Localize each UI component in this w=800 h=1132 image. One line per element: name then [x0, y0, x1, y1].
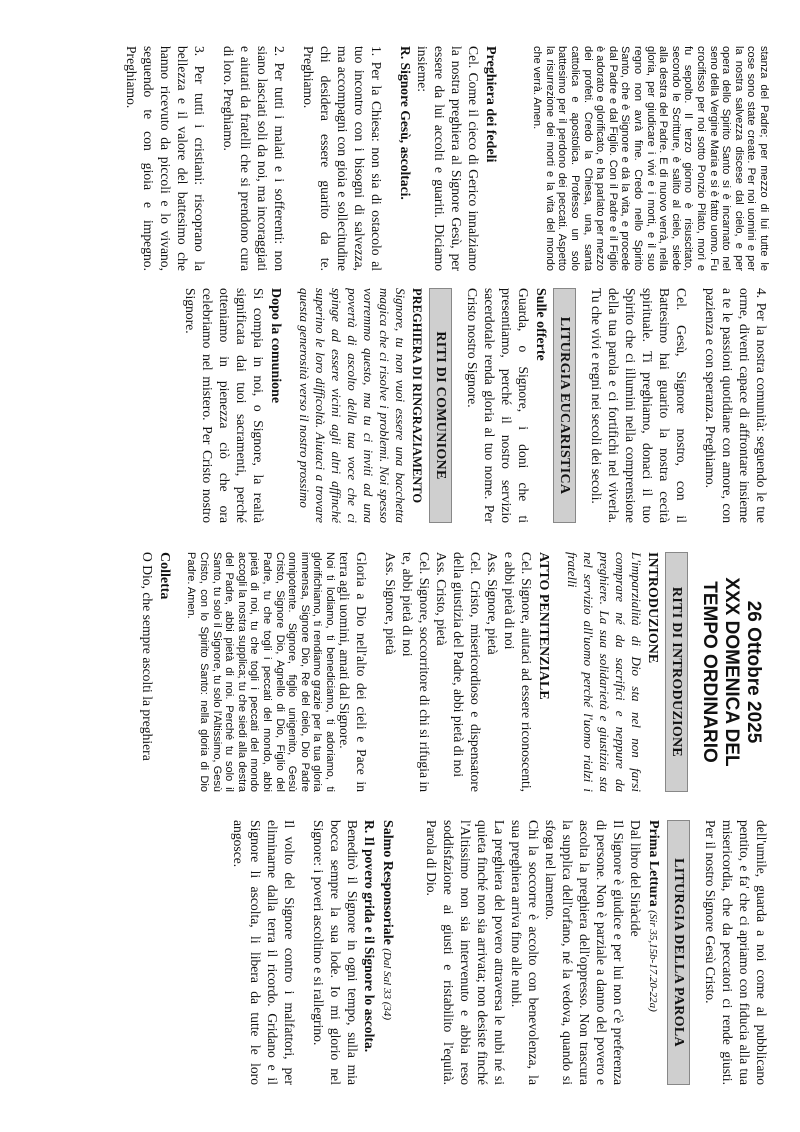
salmo-heading-line	[378, 820, 397, 1085]
lettura-reference: (Sir 35,15b-17.20-22a)	[647, 910, 659, 1012]
section-bar-parola: LITURGIA DELLA PAROLA	[667, 820, 690, 1085]
salmo-verse-2: Il volto del Signore contro i malfattori, per eliminarne dalla terra il ricordo. Gridano e il Signore li ascolta, li libera da tutte le loro angosce.	[231, 820, 297, 1085]
salmo-heading: Salmo Responsoriale	[380, 820, 395, 945]
atto-2: Cel. Cristo, misericordioso e dispensatore della giustizia del Padre, abbi pietà di noi	[451, 552, 483, 792]
title-line-3: TEMPO ORDINARIO	[699, 581, 720, 763]
dopo-heading: Dopo la comunione	[268, 288, 283, 404]
colletta-text: O Dio, che sempre ascolti la preghiera	[139, 552, 155, 761]
page-title	[698, 552, 764, 792]
lettura-heading-line	[644, 820, 663, 1085]
column-4	[30, 820, 770, 1085]
salmo-response: R. Il povero grida e il Signore lo ascolta.	[362, 820, 377, 1053]
intention-2: 2. Per tutti i malati e i sofferenti: non siano lasciati soli da noi, ma incoraggiati e aiutati da fratelli che si prendono cura di loro. Preghiamo.	[220, 46, 287, 271]
lettura-source: Dal libro del Siràcide	[628, 820, 643, 937]
intention-4: 4. Per la nostra comunità: seguendo le tue orme, diventi capace di affrontare insieme a te le passioni quotidiane con amore, con pazienza e con speranza. Preghiamo.	[703, 288, 769, 523]
dopo-text: Si compia in noi, o Signore, la realtà significata dai tuoi sacramenti, perché otteniamo in pienezza ciò che ora celebriamo nel mistero. Per Cristo nostro Signore.	[183, 288, 266, 523]
salmo-verse-1: Benedirò il Signore in ogni tempo, sulla mia bocca sempre la sua lode. Io mi glorio nel Signore: i poveri ascoltino e si rallegrino.	[311, 820, 360, 1085]
introduzione-text: L'imparzialità di Dio sta nel non farsi comprare né da sacrifici e neppure da preghiere. La sua solidarietà e giustizia sta nel servizio all'uomo perché l'uomo rialzi i fratelli	[565, 552, 644, 792]
prayer-heading: Preghiera dei fedeli	[482, 46, 498, 163]
closing-prayer: Cel. Gesù, Signore nostro, con il Battesimo hai guarito la nostra cecità spirituale. Ti preghiamo, donaci il tuo Spirito che ci illumini nella comprensione della tua parola e ci fortifichi nel viverla. Tu che vivi e regni nei secoli dei secoli.	[589, 288, 689, 523]
atto-3: Cel. Signore, soccorritore di chi si rifugia in te, abbi pietà di noi	[400, 552, 432, 792]
atto-2-response: Ass. Cristo, pietà	[434, 552, 449, 646]
prayer-intro: Cel. Come il cieco di Gerico innalziamo la nostra preghiera al Signore Gesù, per essere da lui accolti e guariti. Diciamo insieme:	[414, 46, 481, 271]
atto-heading: ATTO PENITENZIALE	[536, 552, 551, 700]
offerte-text: Guarda, o Signore, i doni che ti presentiamo, perché il nostro servizio sacerdotale renda gloria al tuo nome. Per Cristo nostro Signore.	[465, 288, 531, 523]
lettura-paragraph-2: Chi la soccorre è accolto con benevolenza, la sua preghiera arriva fino alle nubi.	[509, 820, 541, 1085]
lettura-paragraph-3: La preghiera del povero attraversa le nubi né si quieta finché non sia arrivata; non desiste finché l'Altissimo non sia intervenuto e abbia reso soddisfazione ai giusti e ristabilito l'equità. Parola di Dio.	[424, 820, 507, 1085]
ringraziamento-text: Signore, tu non vuoi essere una bacchetta magica che ci risolve i problemi. Noi spesso vorremmo questo, ma tu ci inviti ad una povertà di ascolto della tua voce che ci spinge ad essere vicini agli altri affinché superino le loro difficoltà. Aiutaci a trovare questa generosità verso il nostro prossimo	[297, 288, 408, 523]
ringraziamento-heading: PREGHIERA DI RINGRAZIAMENTO	[410, 288, 424, 504]
gloria-text: Noi ti lodiamo, ti benediciamo, ti adoriamo, ti glorifichiamo, ti rendiamo grazie per la tua gloria immensa, Signore Dio, Re del cielo, Dio Padre onnipotente. Signore, figlio unigenito, Gesù Cristo, Signore Dio, Agnello di Dio, Figlio del Padre, tu che togli i peccati del mondo, abbi pietà di noi, tu che togli i peccati del mondo accogli la nostra supplica; tu che siedi alla destra del Padre, abbi pietà di noi. Perché tu solo il Santo, tu solo il Signore, tu solo l'Altissimo, Gesù Cristo, con lo Spirito Santo: nella gloria di Dio Padre. Amen.	[185, 552, 336, 792]
section-bar-eucaristica: LITURGIA EUCARISTICA	[553, 288, 576, 523]
gloria-intro: Gloria a Dio nell'alto dei cieli e Pace in terra agli uomini, amati dal Signore.	[337, 552, 369, 792]
atto-1: Cel. Signore, aiutaci ad essere riconoscenti, e abbi pietà di noi	[502, 552, 534, 792]
prayer-response: R. Signore Gesù, ascoltaci.	[397, 46, 413, 200]
offerte-heading: Sulle offerte	[533, 288, 548, 361]
salmo-reference: (Dal Sal 33 (34)	[381, 948, 393, 1021]
column-3	[30, 552, 770, 792]
lettura-heading: Prima Lettura	[646, 820, 661, 907]
lettura-paragraph-1: Il Signore è giudice e per lui non c'è preferenza di persone. Non è parziale a danno del povero e ascolta la preghiera dell'oppresso. Non trascura la supplica dell'orfano, né la vedova, quando si sfoga nel lamento.	[543, 820, 626, 1085]
title-date: 26 Ottobre 2025	[743, 600, 764, 744]
atto-3-response: Ass. Signore, pietà	[383, 552, 398, 655]
intention-3: 3. Per tutti i cristiani: riscoprano la bellezza e il valore del battesimo che hanno ricevuto da piccoli e lo vivano, seguendo te con gioia e impegno. Preghiamo.	[123, 46, 207, 271]
column-2	[30, 288, 770, 523]
creed-text: stanza del Padre; per mezzo di lui tutte le cose sono state create. Per noi uomini e per la nostra salvezza discese dal cielo, e per opera dello Spirito Santo si è incarnato nel seno della Vergine Maria e si è fatto uomo. Fu crocifisso per noi sotto Ponzio Pilato, morì e fu sepolto. Il terzo giorno è risuscitato, secondo le Scritture, è salito al cielo, siede alla destra del Padre. E di nuovo verrà, nella gloria, per giudicare i vivi e i morti, e il suo regno non avrà fine. Credo nello Spirito Santo, che è Signore e dà la vita, e procede dal Padre e dal Figlio. Con il Padre e il Figlio è adorato e glorificato, e ha parlato per mezzo dei profeti. Credo la Chiesa, una, santa cattolica e apostolica. Professo un solo battesimo per il perdono dei peccati. Aspetto la risurrezione dei morti e la vita del mondo che verrà. Amen.	[531, 46, 770, 271]
section-bar-introduzione: RITI DI INTRODUZIONE	[665, 552, 688, 792]
introduzione-heading: INTRODUZIONE	[645, 552, 660, 664]
atto-1-response: Ass. Signore, pietà	[485, 552, 500, 655]
intention-1: 1. Per la Chiesa: non sia di ostacolo al tuo incontro con i bisogni di salvezza, ma accompagni con gioia e sollecitudine chi desidera essere guarito da te. Preghiamo.	[300, 46, 384, 271]
colletta-heading: Colletta	[156, 552, 172, 600]
section-bar-comunione: RITI DI COMUNIONE	[429, 288, 452, 523]
colletta-continued: dell'umile, guarda a noi come al pubblicano pentito, e fa' che ci apriamo con fiducia alla tua misericordia, che da peccatori ci rende giusti. Per il nostro Signore Gesù Cristo.	[703, 820, 769, 1085]
column-1	[30, 46, 770, 271]
title-line-2: XXX DOMENICA DEL	[721, 577, 742, 767]
